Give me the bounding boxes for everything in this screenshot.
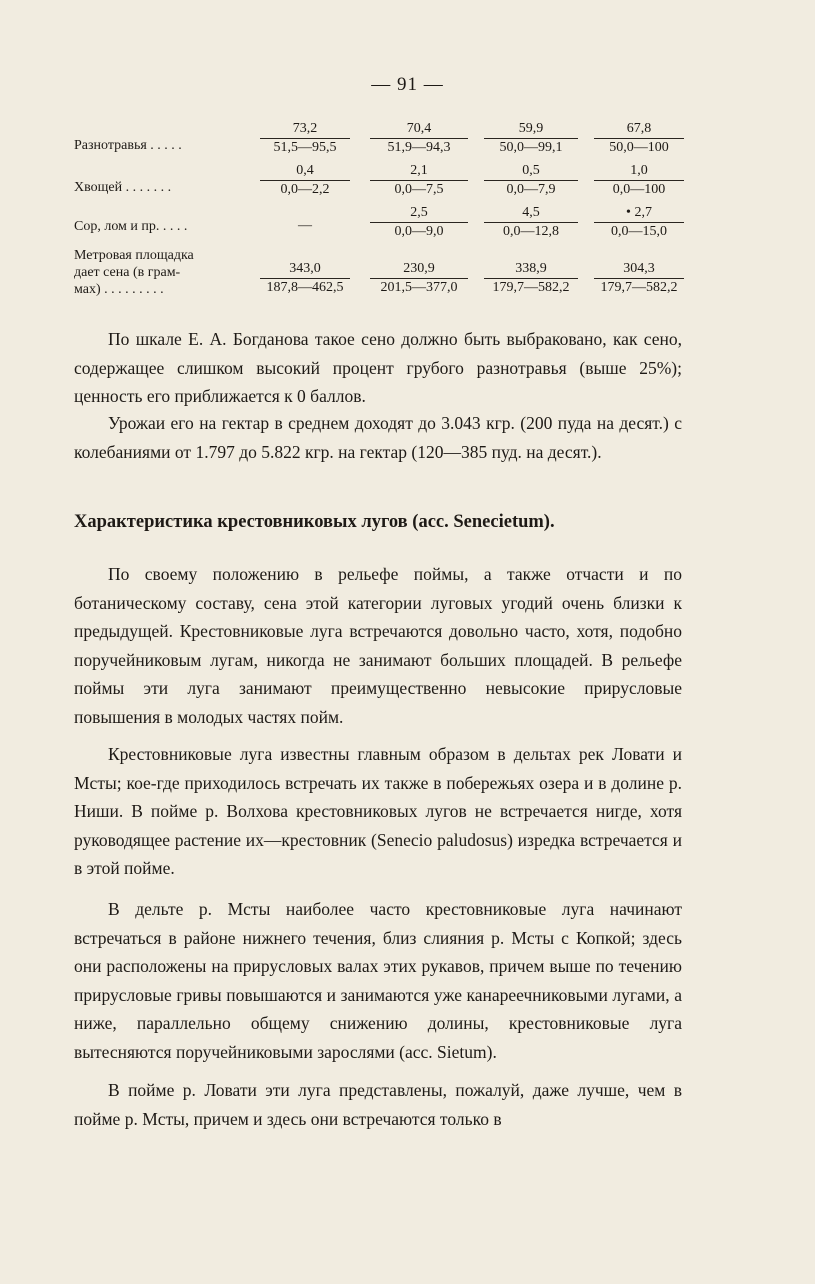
row-label [74,247,260,298]
table-cell [370,260,468,297]
cell-mean: • 2,7 [626,205,652,220]
cell-mean: 2,5 [410,205,428,220]
paragraph-bogdanov-scale: По шкале Е. А. Богданова такое сено должно быть выбраковано, как сено, содержащее слишком высокий процент грубого разнотравья (выше 25%); ценность его приближается к 0 баллов. [74,329,682,407]
cell-mean: 70,4 [406,121,432,136]
cell-range: 0,0—12,8 [484,222,578,241]
cell-range: 201,5—377,0 [370,278,468,297]
cell-range: 0,0—100 [594,180,684,199]
cell-mean: 73,2 [292,121,318,136]
row-label: Разнотравья . . . . . [74,138,182,153]
cell-range: 0,0—7,9 [484,180,578,199]
paragraph-lovat-floodplain: В пойме р. Ловати эти луга представлены, пожалуй, даже лучше, чем в пойме р. Мсты, причем и здесь они встречаются только в [74,1080,682,1129]
cell-range: 0,0—15,0 [594,222,684,241]
table-cell [484,120,578,157]
table-cell [594,162,684,199]
cell-mean: 67,8 [626,121,652,136]
cell-mean: 1,0 [630,163,648,178]
table-cell [594,120,684,157]
paragraph-relief: По своему положению в рельефе поймы, а также отчасти и по ботаническому составу, сена этой категории луговых угодий очень близки к предыдущей. Крестовниковые луга встречаются довольно часто, хотя, подобно поручейниковым лугам, никогда не занимают больших площадей. В рельефе поймы эти луга занимают преимущественно невысокие прирусловые повышения в молодых частях пойм. [74,564,682,727]
cell-mean: 230,9 [403,261,435,276]
cell-mean: 0,4 [296,163,314,178]
empty-cell-dash: — [298,218,312,233]
paragraph-yield: Урожаи его на гектар в среднем доходят до 3.043 кгр. (200 пуда на десят.) с колебаниями от 1.797 до 5.822 кгр. на гектар (120—385 пуд. на десят.). [74,413,682,462]
table-cell [484,260,578,297]
table-cell [370,204,468,241]
row-label-line: мах) . . . . . . . . . [74,282,164,297]
paragraph-distribution: Крестовниковые луга известны главным образом в дельтах рек Ловати и Мсты; кое-где приходилось встречать их также в побережьях озера и в долине р. Ниши. В пойме р. Волхова крестовниковых лугов не встречается нигде, хотя руководящее растение их—крестовник (Senecio paludosus) изредка встречается и в этой пойме. [74,744,682,879]
cell-range: 0,0—9,0 [370,222,468,241]
row-label-line: Метровая площадка [74,248,194,263]
cell-mean: 304,3 [623,261,655,276]
page-number: — 91 — [371,74,444,95]
table-cell [260,260,350,297]
table-cell [594,260,684,297]
cell-mean: 2,1 [410,163,428,178]
cell-mean: 0,5 [522,163,540,178]
table-cell [370,162,468,199]
cell-mean: 59,9 [518,121,544,136]
cell-range: 179,7—582,2 [484,278,578,297]
cell-range: 179,7—582,2 [594,278,684,297]
table-cell [484,204,578,241]
cell-range: 50,0—100 [594,138,684,157]
cell-range: 0,0—2,2 [260,180,350,199]
cell-range: 50,0—99,1 [484,138,578,157]
cell-range: 0,0—7,5 [370,180,468,199]
cell-mean: 338,9 [515,261,547,276]
paragraph-msta-delta: В дельте р. Мсты наиболее часто крестовниковые луга начинают встречаться в районе нижнего течения, близ слияния р. Мсты с Копкой; здесь они расположены на прирусловых валах этих рукавов, причем выше по течению прирусловые гривы повышаются и занимаются уже канареечниковыми лугами, а ниже, параллельно общему снижению долины, крестовниковые луга вытесняются поручейниковыми зарослями (асс. Sietum). [74,899,682,1062]
table-cell [594,204,684,241]
row-label: Сор, лом и пр. . . . . [74,219,188,234]
table-cell [260,162,350,199]
row-label-line: дает сена (в грам- [74,265,181,280]
table-cell [260,120,350,157]
section-heading: Характеристика крестовниковых лугов (асс. Senecietum). [74,512,555,532]
cell-range: 187,8—462,5 [260,278,350,297]
table-cell [370,120,468,157]
cell-mean: 4,5 [522,205,540,220]
cell-mean: 343,0 [289,261,321,276]
row-label: Хвощей . . . . . . . [74,180,172,195]
cell-range: 51,5—95,5 [260,138,350,157]
table-cell [484,162,578,199]
cell-range: 51,9—94,3 [370,138,468,157]
